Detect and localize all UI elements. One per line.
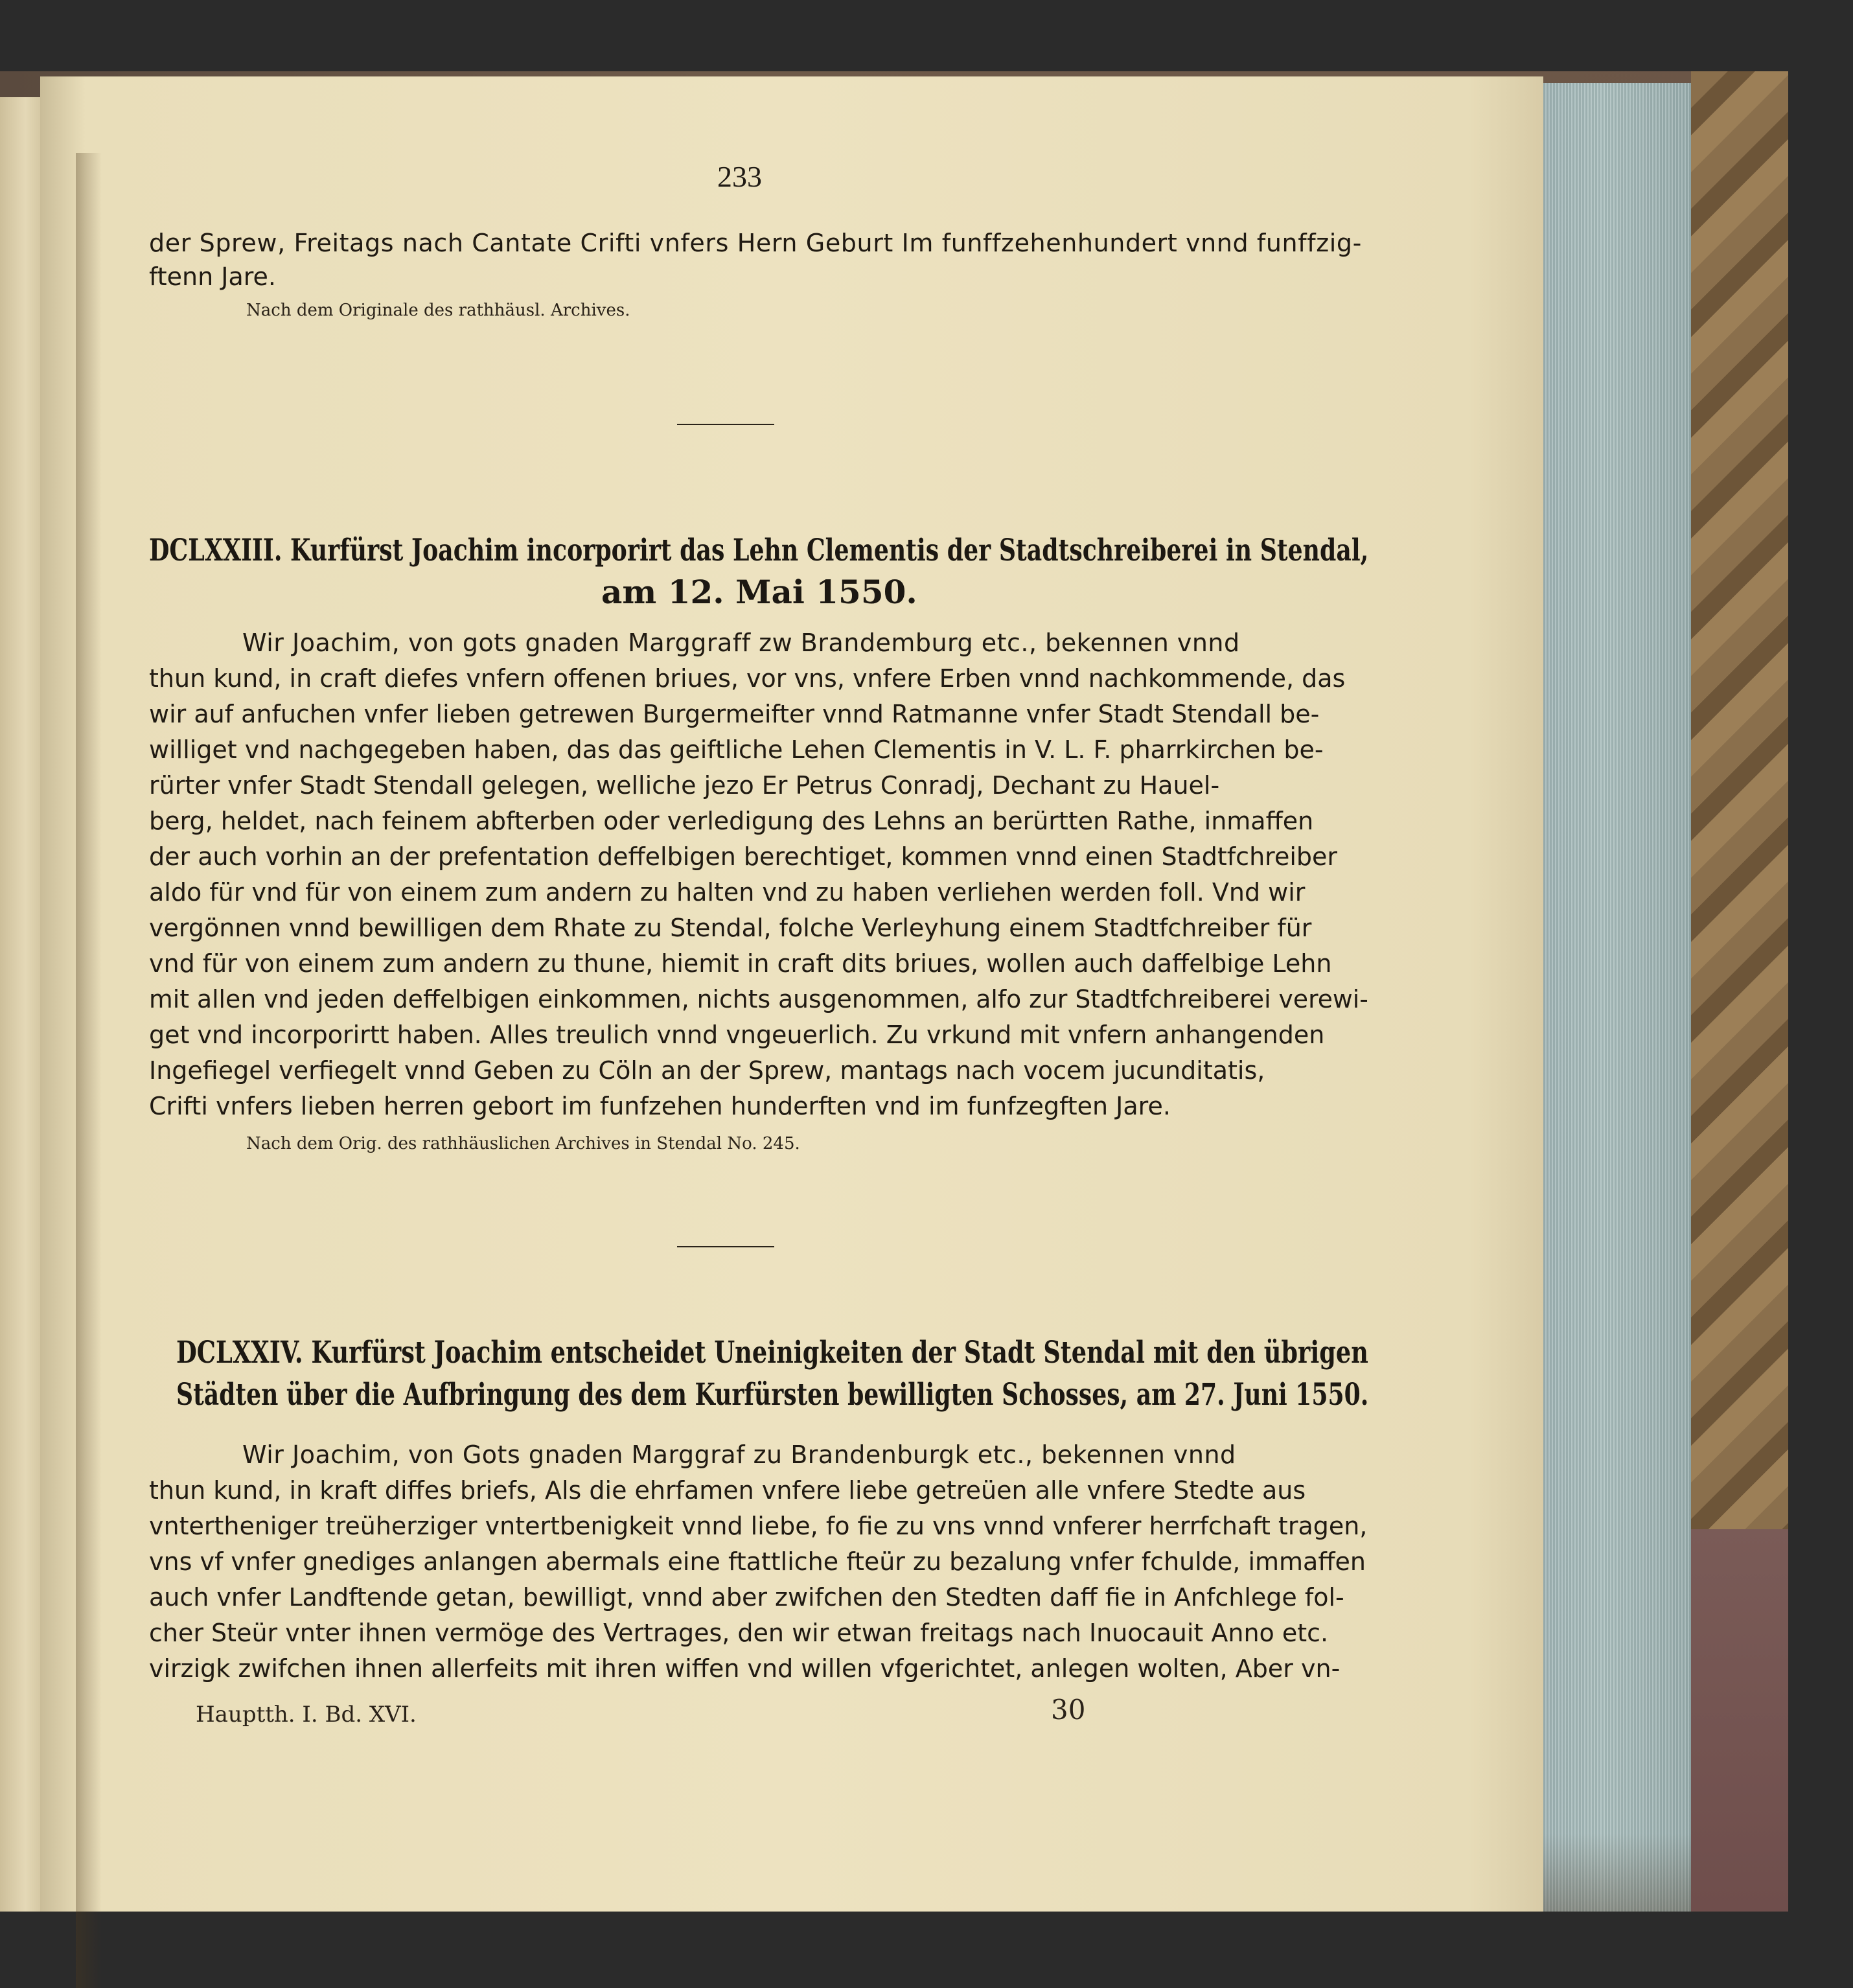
section-divider xyxy=(677,1246,774,1247)
text-line: vnd für von einem zum andern zu thune, hiemit in craft dits briues, wollen auch daffelbige Lehn xyxy=(149,949,1332,978)
text-line: vergönnen vnnd bewilligen dem Rhate zu Stendal, folche Verleyhung einem Stadtfchreiber für xyxy=(149,914,1312,942)
continuation-line: ftenn Jare. xyxy=(149,262,276,291)
section-divider xyxy=(677,424,774,425)
text-line: Ingefiegel verfiegelt vnnd Geben zu Cöln an der Sprew, mantags nach vocem jucunditatis, xyxy=(149,1056,1265,1085)
text-line: williget vnd nachgegeben haben, das das geiftliche Lehen Clementis in V. L. F. pharrkirchen be- xyxy=(149,735,1324,764)
text-line: Wir Joachim, von gots gnaden Marggraff zw Brandemburg etc., bekennen vnnd xyxy=(242,629,1240,657)
left-page-edge xyxy=(0,97,42,1912)
signature-mark: 30 xyxy=(1051,1694,1086,1726)
document-heading: Städten über die Aufbringung des dem Kurfürsten bewilligten Schosses, am 27. Juni 1550. xyxy=(176,1377,1369,1413)
text-line: aldo für vnd für von einem zum andern zu halten vnd zu haben verliehen werden foll. Vnd wir xyxy=(149,878,1306,907)
text-line: thun kund, in craft diefes vnfern offenen briues, vor vns, vnfere Erben vnnd nachkommende, das xyxy=(149,664,1346,693)
text-line: thun kund, in kraft diffes briefs, Als die ehrfamen vnfere liebe getreüen alle vnfere Stedte aus xyxy=(149,1476,1306,1505)
page-number: 233 xyxy=(717,160,762,193)
text-line: get vnd incorporirtt haben. Alles treulich vnnd vngeuerlich. Zu vrkund mit vnfern anhangenden xyxy=(149,1021,1325,1049)
text-line: vntertheniger treüherziger vntertbenigkeit vnnd liebe, fo fie zu vns vnnd vnferer herrfchaft tragen, xyxy=(149,1512,1368,1540)
document-heading: DCLXXIII. Kurfürst Joachim incorporirt das Lehn Clementis der Stadtschreiberei in Stendal, xyxy=(149,533,1369,568)
text-line: Wir Joachim, von Gots gnaden Marggraf zu Brandenburgk etc., bekennen vnnd xyxy=(242,1440,1236,1469)
document-heading-date: am 12. Mai 1550. xyxy=(601,573,917,611)
text-line: mit allen vnd jeden deffelbigen einkommen, nichts ausgenommen, alfo zur Stadtfchreiberei verewi- xyxy=(149,985,1368,1013)
document-heading: DCLXXIV. Kurfürst Joachim entscheidet Uneinigkeiten der Stadt Stendal mit den übrigen xyxy=(176,1335,1368,1370)
text-line: rürter vnfer Stadt Stendall gelegen, welliche jezo Er Petrus Conradj, Dechant zu Hauel- xyxy=(149,771,1220,800)
fore-edge-shadow xyxy=(1542,1834,1691,1912)
source-note: Nach dem Orig. des rathhäuslichen Archives in Stendal No. 245. xyxy=(246,1134,800,1153)
text-line: der auch vorhin an der prefentation deffelbigen berechtiget, kommen vnnd einen Stadtfchreiber xyxy=(149,842,1338,871)
text-line: auch vnfer Landftende getan, bewilligt, vnnd aber zwifchen den Stedten daff fie in Anfchlege fol- xyxy=(149,1583,1344,1612)
text-line: vns vf vnfer gnediges anlangen abermals eine ftattliche fteür zu bezalung vnfer fchulde, immaffen xyxy=(149,1547,1366,1576)
text-line: Crifti vnfers lieben herren gebort im funfzehen hunderften vnd im funfzegften Jare. xyxy=(149,1092,1171,1120)
text-line: cher Steür vnter ihnen vermöge des Vertrages, den wir etwan freitags nach Inuocauit Anno etc. xyxy=(149,1619,1329,1647)
leather-corner xyxy=(1691,1529,1788,1912)
source-note: Nach dem Originale des rathhäusl. Archives. xyxy=(246,301,630,320)
text-line: wir auf anfuchen vnfer lieben getrewen Burgermeifter vnnd Ratmanne vnfer Stadt Stendall be- xyxy=(149,700,1320,728)
text-line: virzigk zwifchen ihnen allerfeits mit ihren wiffen vnd willen vfgerichtet, anlegen wolten, Aber vn- xyxy=(149,1654,1341,1683)
continuation-line: der Sprew, Freitags nach Cantate Crifti vnfers Hern Geburt Im funffzehenhundert vnnd funffzig- xyxy=(149,229,1362,257)
page-fore-edge xyxy=(1542,83,1691,1912)
text-line: berg, heldet, nach feinem abfterben oder verledigung des Lehns an berürtten Rathe, inmaffen xyxy=(149,807,1314,835)
footer-volume: Hauptth. I. Bd. XVI. xyxy=(196,1702,417,1728)
gutter-shadow xyxy=(76,153,102,1988)
book-page xyxy=(40,76,1543,1912)
